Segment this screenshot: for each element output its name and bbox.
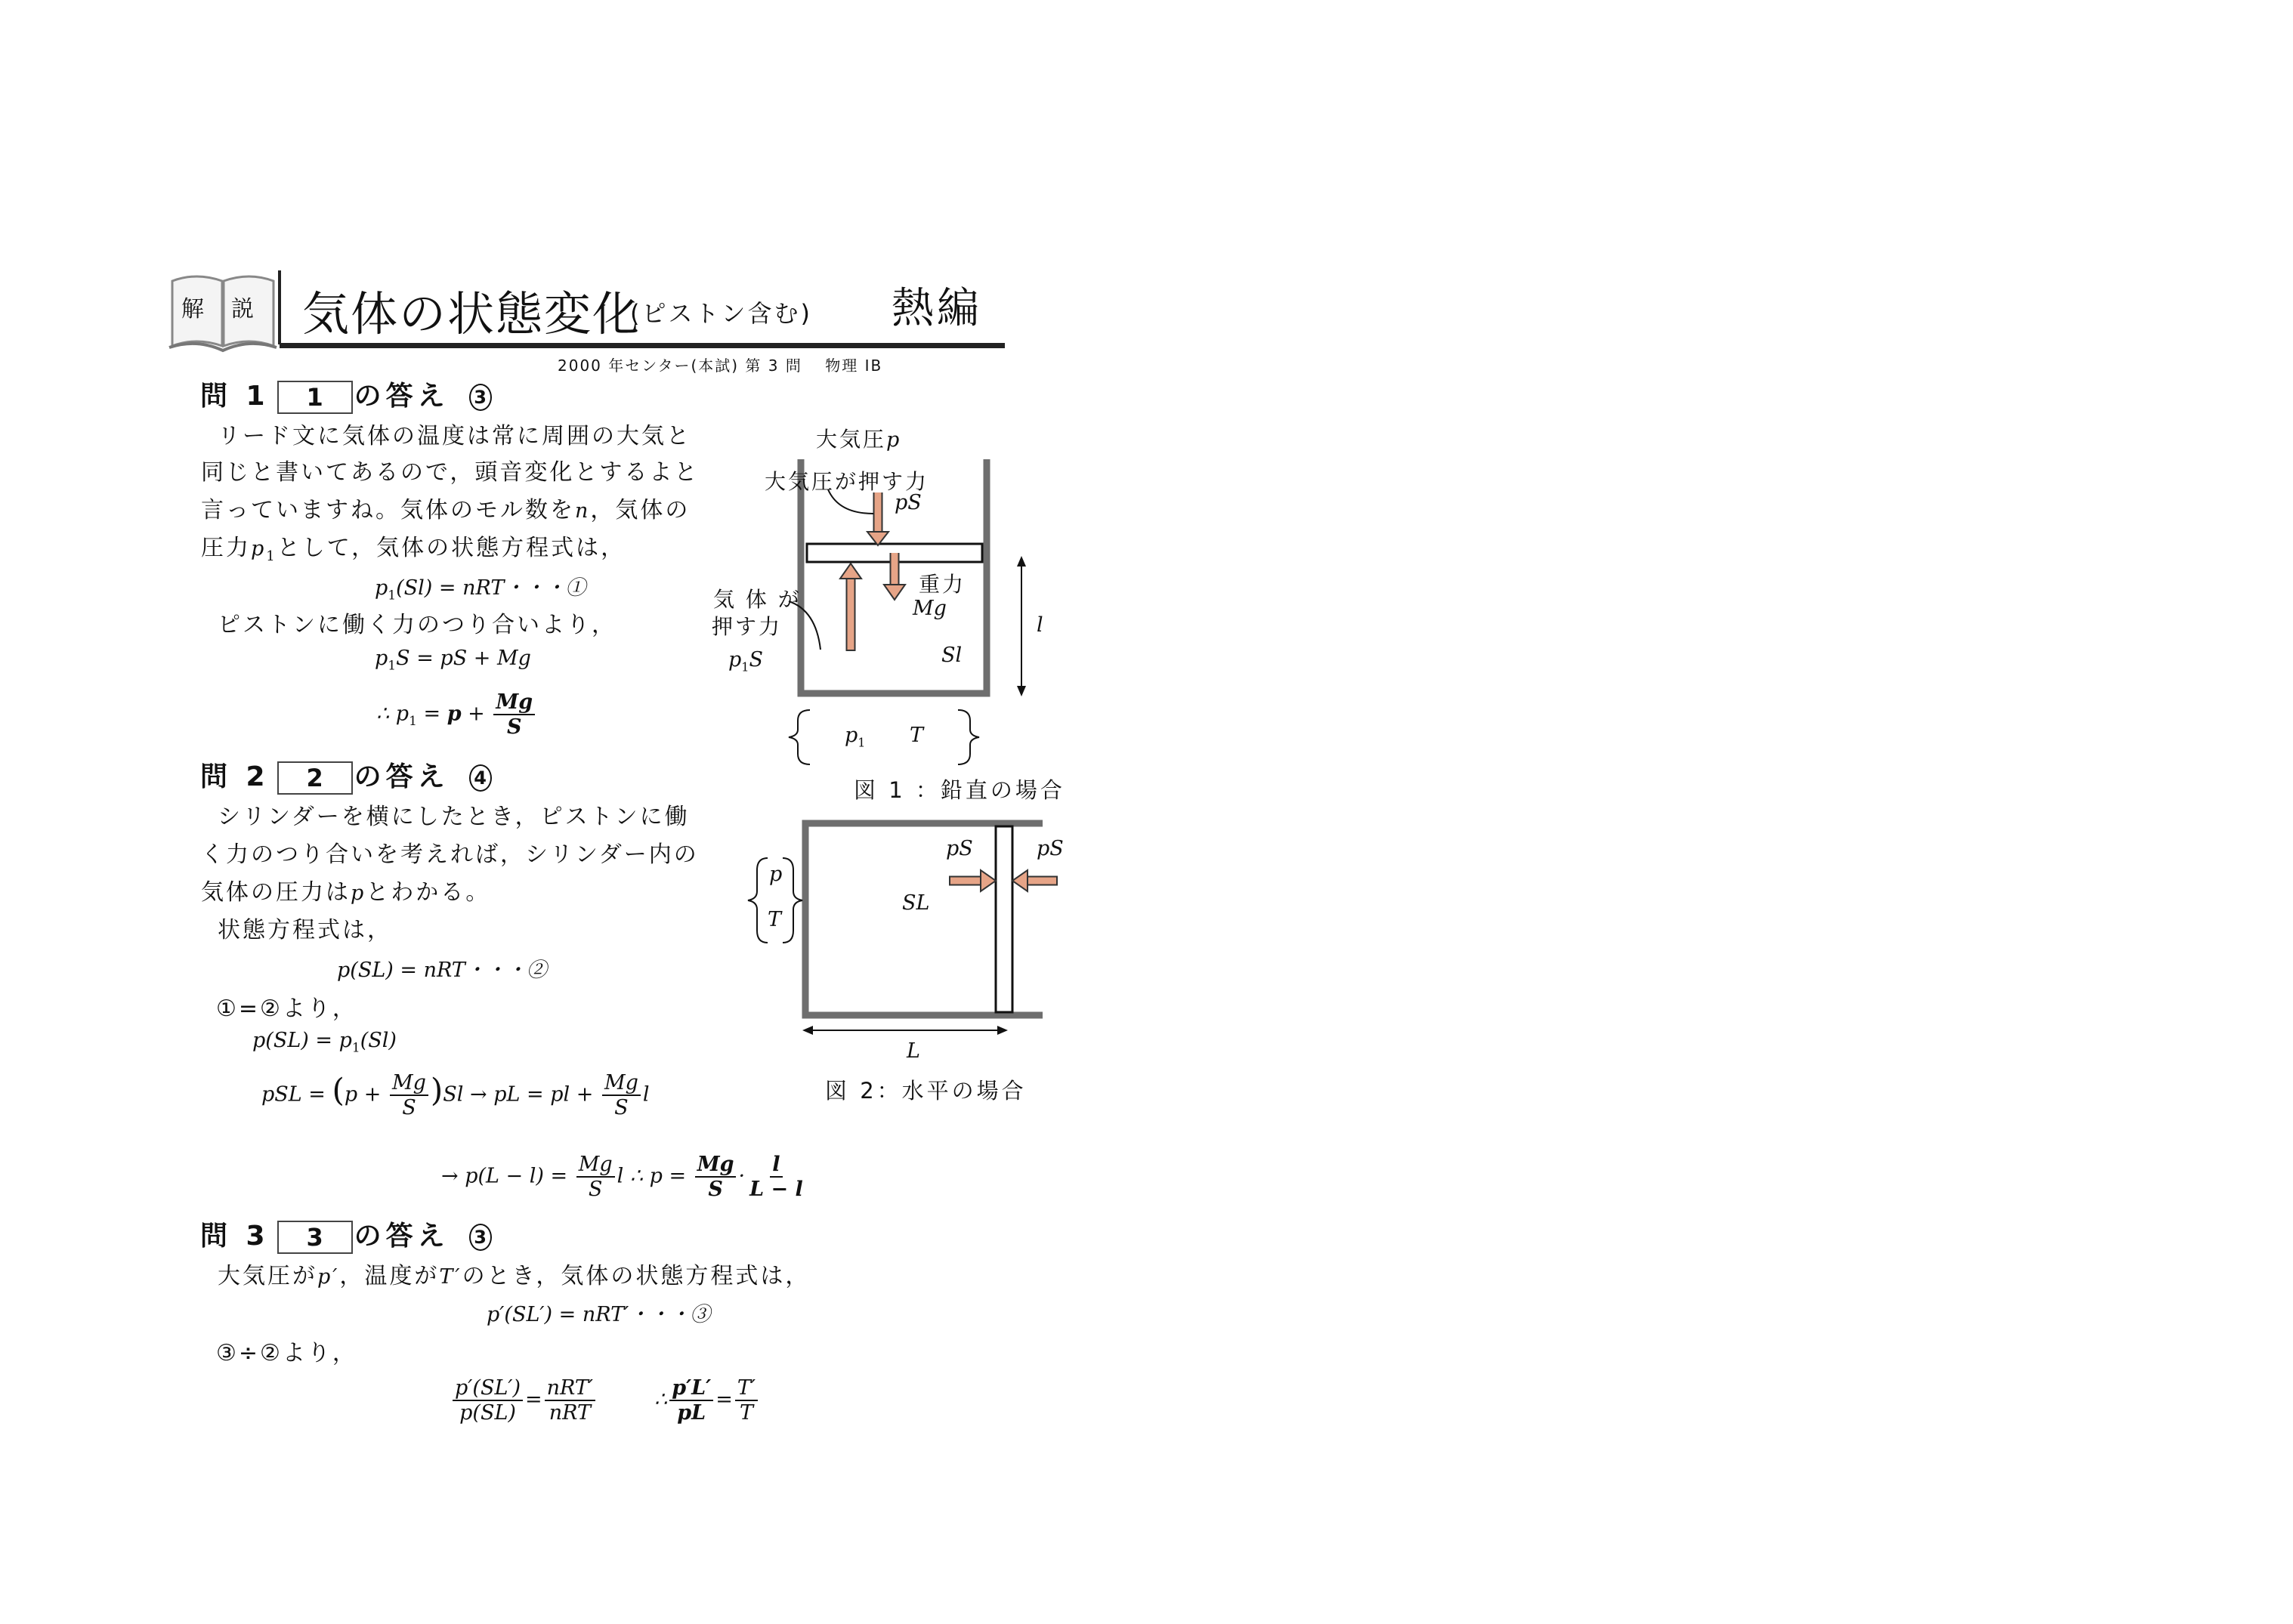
q3-eq2: $\frac{p'(SL')}{p(SL)}$ = $\frac{\text{nRT′}}{\text{nRT}}$ xyxy=(450,1376,598,1425)
q1-line2: 同じと書いてあるので，頭音変化とするよと xyxy=(201,459,700,486)
header-divider xyxy=(278,270,281,344)
q2-eq4: → p(L − l) = $\frac{Mg}{S}$ l ∴ p = $\frac{Mg}{S}$ · $\frac{l}{L - l}$ xyxy=(441,1153,803,1202)
q1-line1: リード文に気体の温度は常に周囲の大気と xyxy=(218,423,691,449)
q2-label: 問 2 xyxy=(200,761,270,792)
q3-answer: 3 xyxy=(469,1224,492,1251)
fig2-ps-left: pS xyxy=(946,837,973,860)
q1-label: 問 1 xyxy=(200,381,270,412)
figure-vertical xyxy=(703,408,1065,808)
q1-balance-line: ピストンに働く力のつり合いより， xyxy=(218,612,617,638)
fig1-sl-label: Sl xyxy=(941,644,963,667)
source-line: 2000 年センター(本試) 第 3 問 物理 IB xyxy=(558,357,883,375)
q3-label: 問 3 xyxy=(200,1221,270,1252)
badge-right: 説 xyxy=(231,296,254,323)
page-title: 気体の状態変化 xyxy=(302,286,641,341)
fig1-gas-push-label1: 気 体 が xyxy=(713,587,802,612)
fig1-atm-push-label: 大気圧が押す力 xyxy=(765,469,929,494)
q3-eq1: p′(SL′) = nRT′・・・③ xyxy=(487,1303,711,1326)
q1-heading xyxy=(200,375,492,414)
page-subtitle: (ピストン含む) xyxy=(630,299,812,328)
fig2-state-t: T xyxy=(768,908,782,931)
fig2-ps-right: pS xyxy=(1037,837,1064,860)
q3-answer-box: 3 xyxy=(277,1221,353,1254)
q1-line4: 圧力$p_1$として，気体の状態方程式は， xyxy=(201,535,626,564)
fig1-atm-label: 大気圧p xyxy=(816,427,902,452)
fig1-p1s-label: $p_1S$ xyxy=(728,648,763,675)
q2-ratio-line: ①=②より， xyxy=(216,996,357,1022)
fig2-state-p: p xyxy=(769,863,783,886)
q2-answer: 4 xyxy=(469,764,492,792)
fig1-gravity-label: 重力 xyxy=(919,572,966,597)
q3-answer-suffix: の答え xyxy=(354,1221,450,1252)
fig2-caption: 図 2：水平の場合 xyxy=(825,1078,1027,1104)
q3-eq3: ∴ $\frac{p'L'}{pL}$ = $\frac{T'}{T}$ xyxy=(654,1376,760,1425)
fig1-ps-label: pS xyxy=(895,491,922,514)
header xyxy=(166,264,1012,355)
q2-eq3: pSL = (p + $\frac{Mg}{S}$ )Sl → pL = pl + $\frac{Mg}{S}$ l xyxy=(261,1071,650,1120)
q1-eq1: $p_1(Sl)$ = nRT・・・① xyxy=(375,576,586,604)
q1-eq3: ∴ $p_1 = p$ + $\frac{Mg}{S}$ xyxy=(376,690,537,739)
figure-horizontal xyxy=(710,816,1073,1118)
cylinder-horizontal xyxy=(710,816,1073,1118)
q2-heading xyxy=(200,755,492,795)
q3-line1: 大気圧がp′，温度がT′のとき，気体の状態方程式は， xyxy=(218,1263,811,1289)
q1-eq2: $p_1S$ = pS + Mg xyxy=(375,647,531,674)
fig2-L-label: L xyxy=(907,1039,920,1063)
fig1-gas-push-label2: 押す力 xyxy=(712,614,783,639)
header-rule xyxy=(280,343,1005,348)
badge-left: 解 xyxy=(181,296,204,323)
fig1-mg-label: Mg xyxy=(913,597,947,620)
q2-eq2: $p(SL) = p_1(Sl)$ xyxy=(252,1029,397,1056)
fig1-l-label: l xyxy=(1037,613,1043,637)
q3-div-line: ③÷②より， xyxy=(216,1340,357,1366)
q1-answer-box: 1 xyxy=(277,381,353,414)
q2-answer-box: 2 xyxy=(277,761,353,795)
q1-answer-suffix: の答え xyxy=(354,381,450,412)
q2-eq1: p(SL) = nRT・・・② xyxy=(337,959,547,982)
fig2-sl-label: SL xyxy=(902,891,930,915)
q2-line1: シリンダーを横にしたとき，ピストンに働 xyxy=(218,804,690,830)
q1-answer: 3 xyxy=(469,384,492,411)
fig1-caption: 図 1 ：鉛直の場合 xyxy=(854,777,1065,803)
q2-answer-suffix: の答え xyxy=(354,761,450,792)
q2-line2: く力のつり合いを考えれば，シリンダー内の xyxy=(201,841,699,868)
fig1-state-p: $p_1$ xyxy=(845,724,866,750)
category-label: 熱編 xyxy=(892,284,982,333)
q1-line3: 言っていますね。気体のモル数をn，気体の xyxy=(201,497,691,523)
q2-line4: 状態方程式は， xyxy=(218,917,392,943)
fig1-state-t: T xyxy=(910,724,924,747)
q3-heading xyxy=(200,1215,492,1254)
q2-line3: 気体の圧力はpとわかる。 xyxy=(201,879,491,906)
